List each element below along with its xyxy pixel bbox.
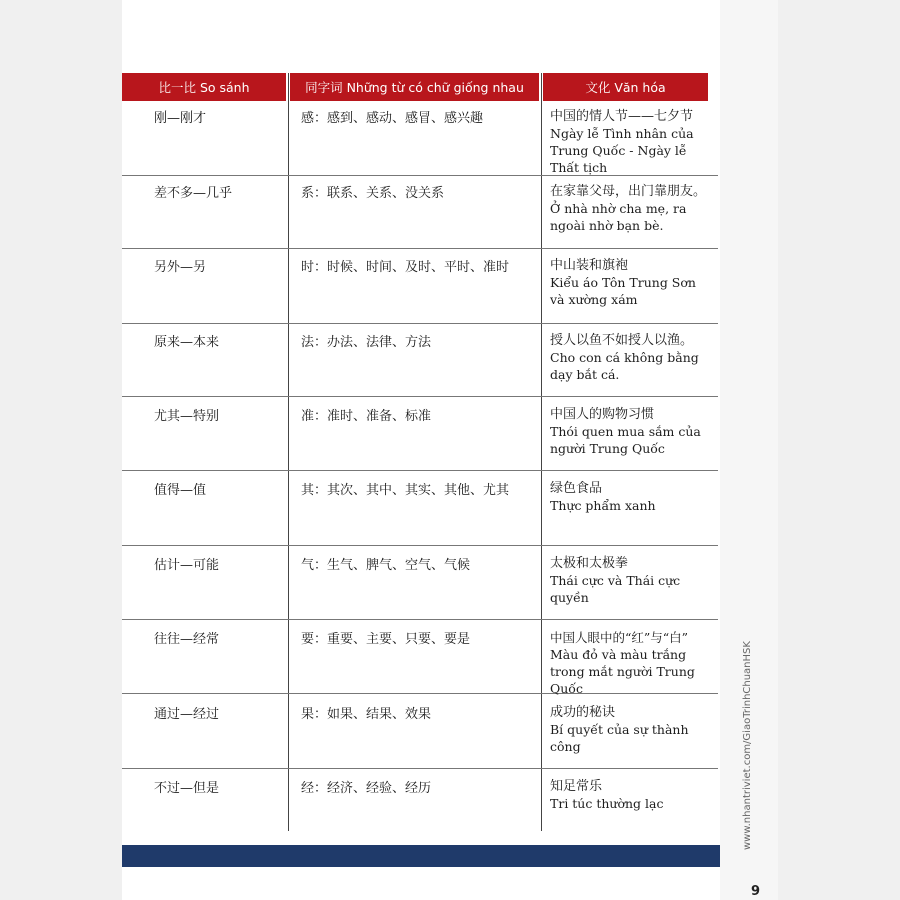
culture-vi-cell: Cho con cá không bằng dạy bắt cá. — [550, 350, 699, 382]
compare-cell: 另外—另 — [154, 260, 207, 275]
compare-cell: 尤其—特别 — [154, 409, 220, 424]
compare-cell: 不过—但是 — [154, 781, 220, 796]
row-divider — [122, 396, 718, 397]
culture-vi-cell: Màu đỏ và màu trắng trong mắt người Trung Quốc — [550, 647, 695, 696]
culture-zh-cell: 知足常乐 — [550, 779, 603, 794]
row-divider — [122, 470, 718, 471]
culture-zh-cell: 太极和太极拳 — [550, 556, 629, 571]
culture-zh-cell: 授人以鱼不如授人以渔。 — [550, 333, 694, 348]
culture-vi-cell: Ở nhà nhờ cha mẹ, ra ngoài nhờ bạn bè. — [550, 201, 687, 233]
same-character-cell: 感：感到、感动、感冒、感兴趣 — [301, 111, 484, 126]
row-divider — [122, 768, 718, 769]
culture-vi-cell: Thực phẩm xanh — [550, 498, 656, 513]
row-divider — [122, 248, 718, 249]
header-same-character: 同字词 Những từ có chữ giống nhau — [290, 73, 539, 101]
row-divider — [122, 545, 718, 546]
culture-zh-cell: 中国人眼中的“红”与“白” — [550, 630, 689, 645]
culture-vi-cell: Thái cực và Thái cực quyền — [550, 573, 681, 605]
same-character-cell: 要：重要、主要、只要、要是 — [301, 632, 471, 647]
same-character-cell: 其：其次、其中、其实、其他、尤其 — [301, 483, 510, 498]
same-character-cell: 准：准时、准备、标准 — [301, 409, 432, 424]
culture-zh-cell: 中国人的购物习惯 — [550, 407, 655, 422]
compare-cell: 差不多—几乎 — [154, 186, 233, 201]
page-number: 9 — [751, 884, 761, 899]
culture-vi-cell: Bí quyết của sự thành công — [550, 722, 689, 754]
compare-cell: 往往—经常 — [154, 632, 220, 647]
same-character-cell: 气：生气、脾气、空气、气候 — [301, 558, 471, 573]
same-character-cell: 法：办法、法律、方法 — [301, 335, 432, 350]
culture-zh-cell: 中国的情人节——七夕节 — [550, 109, 694, 124]
header-compare: 比一比 So sánh — [122, 73, 286, 101]
culture-zh-cell: 中山装和旗袍 — [550, 258, 629, 273]
footer-bar — [122, 845, 720, 867]
same-character-cell: 经：经济、经验、经历 — [301, 781, 432, 796]
column-divider-2 — [541, 73, 542, 831]
culture-vi-cell: Kiểu áo Tôn Trung Sơn và xường xám — [550, 275, 696, 307]
compare-cell: 估计—可能 — [154, 558, 220, 573]
compare-cell: 通过—经过 — [154, 707, 220, 722]
column-divider-1 — [288, 73, 289, 831]
culture-zh-cell: 在家靠父母，出门靠朋友。 — [550, 184, 707, 199]
header-culture: 文化 Văn hóa — [543, 73, 708, 101]
same-character-cell: 系：联系、关系、没关系 — [301, 186, 445, 201]
same-character-cell: 时：时候、时间、及时、平时、准时 — [301, 260, 510, 275]
compare-cell: 刚—刚才 — [154, 111, 207, 126]
row-divider — [122, 619, 718, 620]
compare-cell: 原来—本来 — [154, 335, 220, 350]
website-url: www.nhantriviet.com/GiaoTrinhChuanHSK — [742, 641, 753, 850]
compare-cell: 值得—值 — [154, 483, 207, 498]
culture-vi-cell: Thói quen mua sắm của người Trung Quốc — [550, 424, 701, 456]
culture-zh-cell: 绿色食品 — [550, 481, 603, 496]
culture-vi-cell: Ngày lễ Tình nhân của Trung Quốc - Ngày lễ Thất tịch — [550, 126, 694, 175]
same-character-cell: 果：如果、结果、效果 — [301, 707, 432, 722]
row-divider — [122, 323, 718, 324]
culture-zh-cell: 成功的秘诀 — [550, 705, 616, 720]
culture-vi-cell: Tri túc thường lạc — [550, 796, 664, 811]
